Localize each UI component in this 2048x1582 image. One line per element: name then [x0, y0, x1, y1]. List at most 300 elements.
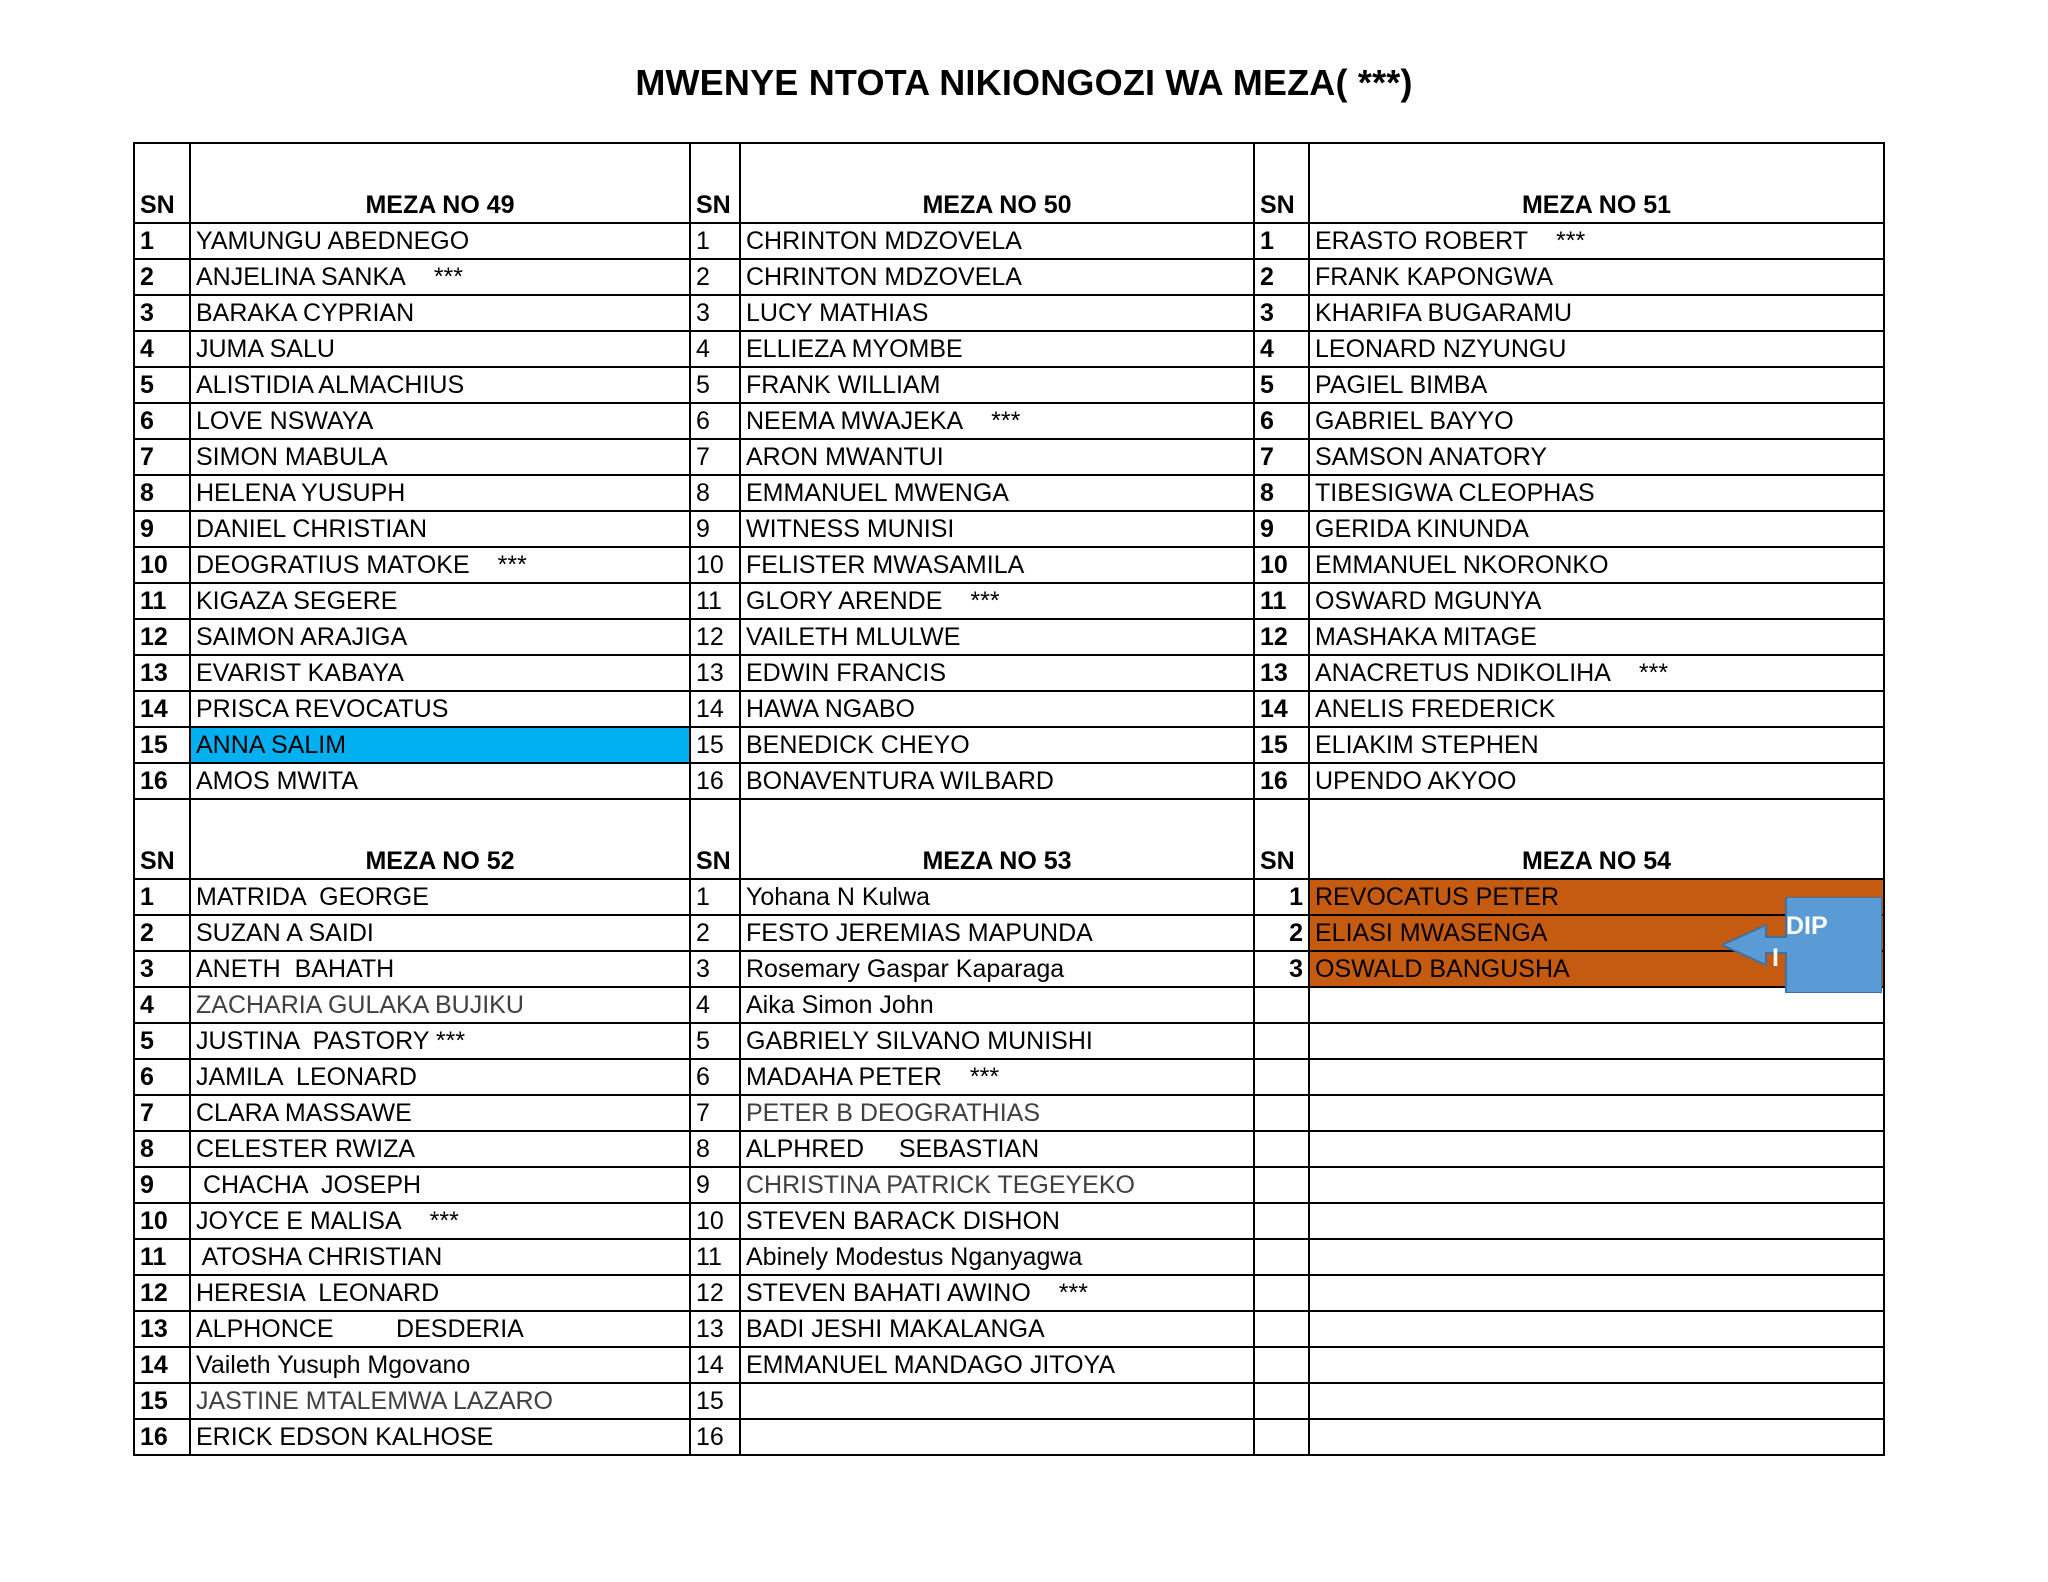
table-row	[134, 655, 1884, 691]
sn-cell	[1254, 1023, 1309, 1059]
name-cell	[740, 1383, 1254, 1419]
member-name: GABRIELY SILVANO MUNISHI	[746, 1026, 1093, 1055]
sn-cell: 13	[690, 655, 740, 691]
member-name: AMOS MWITA	[196, 766, 359, 795]
table-title: MEZA NO 51	[1309, 143, 1884, 223]
name-cell	[190, 655, 690, 691]
name-cell	[190, 1203, 690, 1239]
name-cell	[740, 1203, 1254, 1239]
member-name: ANETH BAHATH	[196, 954, 395, 983]
name-cell	[1309, 1275, 1884, 1311]
sn-cell: 12	[1254, 619, 1309, 655]
name-cell	[1309, 1347, 1884, 1383]
member-name: BADI JESHI MAKALANGA	[746, 1314, 1045, 1343]
table-row	[134, 1095, 1884, 1131]
name-cell	[190, 691, 690, 727]
sn-header: SN	[1254, 799, 1309, 879]
sn-cell: 16	[690, 1419, 740, 1455]
name-cell	[740, 511, 1254, 547]
name-cell	[740, 1167, 1254, 1203]
sn-cell: 9	[134, 1167, 190, 1203]
sn-cell: 11	[690, 583, 740, 619]
sn-cell: 11	[1254, 583, 1309, 619]
name-cell	[740, 475, 1254, 511]
sn-cell: 13	[1254, 655, 1309, 691]
sn-cell: 4	[1254, 331, 1309, 367]
table-row	[134, 295, 1884, 331]
name-cell	[190, 915, 690, 951]
sn-cell: 6	[134, 1059, 190, 1095]
member-name: ATOSHA CHRISTIAN	[196, 1242, 443, 1271]
member-name: FRANK WILLIAM	[746, 370, 941, 399]
leader-marker: ***	[1058, 1278, 1088, 1307]
sn-cell: 16	[134, 763, 190, 799]
name-cell	[190, 1419, 690, 1455]
member-name: ERASTO ROBERT	[1315, 226, 1529, 255]
sn-cell: 7	[690, 439, 740, 475]
table-row	[134, 879, 1884, 915]
name-cell	[740, 1059, 1254, 1095]
sn-cell: 12	[690, 619, 740, 655]
table-title: MEZA NO 53	[740, 799, 1254, 879]
sn-cell: 5	[1254, 367, 1309, 403]
name-cell	[740, 691, 1254, 727]
table-header-row	[134, 143, 1884, 223]
member-name: JOYCE E MALISA	[196, 1206, 402, 1235]
member-name: MASHAKA MITAGE	[1315, 622, 1537, 651]
sn-cell	[1254, 1095, 1309, 1131]
name-cell	[190, 1383, 690, 1419]
sn-cell: 12	[134, 619, 190, 655]
name-cell	[190, 547, 690, 583]
member-name: ANNA SALIM	[196, 730, 347, 759]
member-name: CHRISTINA PATRICK TEGEYEKO	[746, 1170, 1135, 1199]
leader-marker: ***	[991, 406, 1021, 435]
member-name: FELISTER MWASAMILA	[746, 550, 1025, 579]
member-name: Abinely Modestus Nganyagwa	[746, 1242, 1083, 1271]
sn-cell: 1	[1254, 879, 1309, 915]
sn-cell: 9	[690, 1167, 740, 1203]
name-cell	[190, 511, 690, 547]
table-row	[134, 915, 1884, 951]
member-name: STEVEN BAHATI AWINO	[746, 1278, 1031, 1307]
name-cell	[740, 583, 1254, 619]
member-name: BONAVENTURA WILBARD	[746, 766, 1054, 795]
member-name: EMMANUEL MANDAGO JITOYA	[746, 1350, 1116, 1379]
seating-grid	[133, 142, 1885, 1456]
name-cell	[1309, 1095, 1884, 1131]
sn-cell: 1	[690, 223, 740, 259]
member-name: CELESTER RWIZA	[196, 1134, 416, 1163]
name-cell	[740, 1311, 1254, 1347]
sn-cell: 2	[1254, 259, 1309, 295]
sn-cell	[1254, 987, 1309, 1023]
member-name: YAMUNGU ABEDNEGO	[196, 226, 470, 255]
leader-marker: ***	[969, 1062, 1000, 1091]
sn-cell: 11	[690, 1239, 740, 1275]
name-cell	[1309, 223, 1884, 259]
table-row	[134, 1059, 1884, 1095]
name-cell	[1309, 1239, 1884, 1275]
table-title: MEZA NO 49	[190, 143, 690, 223]
sn-header: SN	[134, 799, 190, 879]
member-name: Aika Simon John	[746, 990, 934, 1019]
name-cell	[190, 1131, 690, 1167]
member-name: DANIEL CHRISTIAN	[196, 514, 428, 543]
name-cell	[190, 583, 690, 619]
member-name: OSWARD MGUNYA	[1315, 586, 1542, 615]
sn-cell: 3	[134, 295, 190, 331]
sn-cell: 8	[690, 475, 740, 511]
name-cell	[740, 987, 1254, 1023]
name-cell	[740, 951, 1254, 987]
callout-line-2: I	[1772, 944, 1779, 972]
table-row	[134, 691, 1884, 727]
name-cell	[740, 1239, 1254, 1275]
sn-cell: 10	[690, 547, 740, 583]
sn-cell: 2	[1254, 915, 1309, 951]
name-cell	[190, 987, 690, 1023]
sn-cell: 15	[134, 1383, 190, 1419]
member-name: GABRIEL BAYYO	[1315, 406, 1514, 435]
member-name: ANELIS FREDERICK	[1315, 694, 1556, 723]
table-title: MEZA NO 54	[1309, 799, 1884, 879]
sn-cell: 10	[1254, 547, 1309, 583]
table-row	[134, 1167, 1884, 1203]
member-name: JASTINE MTALEMWA LAZARO	[196, 1386, 553, 1415]
sn-cell: 4	[134, 331, 190, 367]
member-name: HAWA NGABO	[746, 694, 916, 723]
member-name: ELIAKIM STEPHEN	[1315, 730, 1539, 759]
name-cell	[1309, 1167, 1884, 1203]
name-cell	[740, 367, 1254, 403]
name-cell	[1309, 583, 1884, 619]
sn-cell: 10	[134, 547, 190, 583]
member-name: SUZAN A SAIDI	[196, 918, 374, 947]
member-name: SAMSON ANATORY	[1315, 442, 1548, 471]
name-cell	[740, 1347, 1254, 1383]
name-cell	[190, 331, 690, 367]
member-name: HERESIA LEONARD	[196, 1278, 440, 1307]
sn-cell: 6	[134, 403, 190, 439]
name-cell	[1309, 403, 1884, 439]
name-cell	[1309, 1203, 1884, 1239]
name-cell	[190, 1095, 690, 1131]
sn-cell: 16	[690, 763, 740, 799]
sn-cell: 10	[690, 1203, 740, 1239]
table-row	[134, 511, 1884, 547]
member-name: LUCY MATHIAS	[746, 298, 929, 327]
sn-cell: 13	[134, 655, 190, 691]
sn-cell: 6	[1254, 403, 1309, 439]
member-name: ELIASI MWASENGA	[1315, 918, 1548, 947]
callout-line-1: DIP	[1786, 912, 1828, 940]
table-row	[134, 1203, 1884, 1239]
sn-cell: 7	[1254, 439, 1309, 475]
name-cell	[1309, 619, 1884, 655]
sn-cell: 3	[134, 951, 190, 987]
sn-cell	[1254, 1131, 1309, 1167]
sn-cell	[1254, 1383, 1309, 1419]
name-cell	[190, 1275, 690, 1311]
sn-cell: 16	[134, 1419, 190, 1455]
member-name: DEOGRATIUS MATOKE	[196, 550, 470, 579]
sn-cell: 3	[690, 951, 740, 987]
name-cell	[1309, 691, 1884, 727]
member-name: LOVE NSWAYA	[196, 406, 374, 435]
sn-cell: 5	[690, 1023, 740, 1059]
sn-cell: 4	[134, 987, 190, 1023]
member-name: JAMILA LEONARD	[196, 1062, 417, 1091]
table-row	[134, 1131, 1884, 1167]
name-cell	[190, 763, 690, 799]
sn-cell: 8	[134, 475, 190, 511]
leader-marker: ***	[497, 550, 527, 579]
sn-cell: 7	[690, 1095, 740, 1131]
sn-cell: 7	[134, 439, 190, 475]
member-name: Rosemary Gaspar Kaparaga	[746, 954, 1065, 983]
name-cell	[190, 475, 690, 511]
sn-cell: 9	[134, 511, 190, 547]
member-name: STEVEN BARACK DISHON	[746, 1206, 1060, 1235]
sn-cell: 15	[690, 727, 740, 763]
member-name: ALPHRED SEBASTIAN	[746, 1134, 1040, 1163]
table-row	[134, 1347, 1884, 1383]
name-cell	[1309, 655, 1884, 691]
name-cell	[740, 879, 1254, 915]
name-cell	[740, 259, 1254, 295]
member-name: PAGIEL BIMBA	[1315, 370, 1488, 399]
name-cell	[1309, 763, 1884, 799]
table-row	[134, 439, 1884, 475]
sn-header: SN	[134, 143, 190, 223]
table-row	[134, 583, 1884, 619]
member-name: CLARA MASSAWE	[196, 1098, 412, 1127]
table-title: MEZA NO 52	[190, 799, 690, 879]
sn-cell: 14	[690, 1347, 740, 1383]
member-name: VAILETH MLULWE	[746, 622, 961, 651]
leader-marker: ***	[429, 1206, 459, 1235]
member-name: ANJELINA SANKA	[196, 262, 406, 291]
name-cell	[190, 1167, 690, 1203]
sn-cell: 3	[690, 295, 740, 331]
member-name: GLORY ARENDE	[746, 586, 943, 615]
sn-cell: 1	[690, 879, 740, 915]
sn-cell: 8	[690, 1131, 740, 1167]
leader-marker: ***	[1556, 226, 1586, 255]
sn-cell: 13	[134, 1311, 190, 1347]
member-name: ARON MWANTUI	[746, 442, 944, 471]
name-cell	[740, 1275, 1254, 1311]
sn-cell: 5	[690, 367, 740, 403]
name-cell	[1309, 1131, 1884, 1167]
member-name: NEEMA MWAJEKA	[746, 406, 964, 435]
member-name: EDWIN FRANCIS	[746, 658, 946, 687]
member-name: KHARIFA BUGARAMU	[1315, 298, 1572, 327]
sn-cell: 3	[1254, 295, 1309, 331]
name-cell	[740, 331, 1254, 367]
sn-cell: 15	[134, 727, 190, 763]
member-name: MATRIDA GEORGE	[196, 882, 429, 911]
sn-cell: 9	[690, 511, 740, 547]
sn-cell: 4	[690, 987, 740, 1023]
member-name: BENEDICK CHEYO	[746, 730, 970, 759]
member-name: KIGAZA SEGERE	[196, 586, 398, 615]
member-name: JUSTINA PASTORY ***	[196, 1026, 466, 1055]
table-row	[134, 727, 1884, 763]
sn-cell	[1254, 1203, 1309, 1239]
member-name: OSWALD BANGUSHA	[1315, 954, 1570, 983]
sn-cell: 3	[1254, 951, 1309, 987]
table-row	[134, 475, 1884, 511]
sn-cell: 11	[134, 1239, 190, 1275]
name-cell	[740, 1131, 1254, 1167]
member-name: ZACHARIA GULAKA BUJIKU	[196, 990, 524, 1019]
member-name: GERIDA KINUNDA	[1315, 514, 1529, 543]
name-cell	[190, 619, 690, 655]
name-cell	[190, 259, 690, 295]
sn-cell: 13	[690, 1311, 740, 1347]
sn-cell: 14	[690, 691, 740, 727]
sn-cell: 8	[134, 1131, 190, 1167]
sn-cell: 5	[134, 367, 190, 403]
sn-cell: 4	[690, 331, 740, 367]
member-name: TIBESIGWA CLEOPHAS	[1315, 478, 1595, 507]
member-name: EMMANUEL NKORONKO	[1315, 550, 1609, 579]
member-name: PETER B DEOGRATHIAS	[746, 1098, 1041, 1127]
name-cell	[740, 295, 1254, 331]
table-row	[134, 403, 1884, 439]
member-name: CHRINTON MDZOVELA	[746, 226, 1022, 255]
table-row	[134, 259, 1884, 295]
name-cell	[190, 879, 690, 915]
name-cell	[1309, 295, 1884, 331]
name-cell	[190, 295, 690, 331]
sn-header: SN	[1254, 143, 1309, 223]
table-row	[134, 951, 1884, 987]
name-cell	[740, 1023, 1254, 1059]
name-cell	[1309, 1383, 1884, 1419]
sn-cell: 6	[690, 1059, 740, 1095]
member-name: JUMA SALU	[196, 334, 335, 363]
member-name: CHACHA JOSEPH	[196, 1170, 422, 1199]
member-name: SAIMON ARAJIGA	[196, 622, 408, 651]
name-cell	[740, 223, 1254, 259]
table-row	[134, 1383, 1884, 1419]
name-cell	[190, 1239, 690, 1275]
member-name: MADAHA PETER	[746, 1062, 942, 1091]
table-row	[134, 547, 1884, 583]
name-cell	[740, 915, 1254, 951]
member-name: FRANK KAPONGWA	[1315, 262, 1553, 291]
name-cell	[190, 403, 690, 439]
table-row	[134, 367, 1884, 403]
member-name: ELLIEZA MYOMBE	[746, 334, 963, 363]
name-cell	[740, 1095, 1254, 1131]
name-cell	[740, 727, 1254, 763]
page-title: MWENYE NTOTA NIKIONGOZI WA MEZA( ***)	[635, 62, 1413, 103]
member-name: BARAKA CYPRIAN	[196, 298, 415, 327]
sn-cell: 15	[690, 1383, 740, 1419]
table-row	[134, 1239, 1884, 1275]
sn-cell: 2	[690, 259, 740, 295]
member-name: ALPHONCE DESDERIA	[196, 1314, 524, 1343]
name-cell	[190, 1023, 690, 1059]
table-row	[134, 987, 1884, 1023]
name-cell	[1309, 727, 1884, 763]
name-cell	[1309, 259, 1884, 295]
sn-cell	[1254, 1167, 1309, 1203]
member-name: Yohana N Kulwa	[746, 882, 930, 911]
name-cell	[740, 655, 1254, 691]
member-name: HELENA YUSUPH	[196, 478, 406, 507]
sn-cell: 9	[1254, 511, 1309, 547]
sn-cell: 5	[134, 1023, 190, 1059]
sn-cell	[1254, 1059, 1309, 1095]
sn-cell: 12	[134, 1275, 190, 1311]
sn-cell: 1	[134, 223, 190, 259]
sn-cell: 14	[1254, 691, 1309, 727]
name-cell	[740, 763, 1254, 799]
sn-cell: 16	[1254, 763, 1309, 799]
sn-cell	[1254, 1347, 1309, 1383]
name-cell	[190, 439, 690, 475]
sn-cell: 14	[134, 691, 190, 727]
sn-cell	[1254, 1419, 1309, 1455]
table-row	[134, 763, 1884, 799]
name-cell	[1309, 1419, 1884, 1455]
name-cell	[190, 223, 690, 259]
name-cell	[740, 403, 1254, 439]
name-cell	[1309, 1059, 1884, 1095]
member-name: CHRINTON MDZOVELA	[746, 262, 1022, 291]
name-cell	[190, 951, 690, 987]
sn-cell: 1	[1254, 223, 1309, 259]
sn-cell: 8	[1254, 475, 1309, 511]
sn-cell: 7	[134, 1095, 190, 1131]
member-name: FESTO JEREMIAS MAPUNDA	[746, 918, 1093, 947]
name-cell	[740, 547, 1254, 583]
table-row	[134, 1311, 1884, 1347]
sn-cell: 14	[134, 1347, 190, 1383]
table-row	[134, 223, 1884, 259]
name-cell	[1309, 367, 1884, 403]
name-cell	[740, 439, 1254, 475]
member-name: ANACRETUS NDIKOLIHA	[1315, 658, 1611, 687]
name-cell	[1309, 331, 1884, 367]
member-name: SIMON MABULA	[196, 442, 388, 471]
sn-cell: 2	[134, 915, 190, 951]
sn-cell	[1254, 1311, 1309, 1347]
table-row	[134, 619, 1884, 655]
sn-cell: 2	[690, 915, 740, 951]
sn-cell: 15	[1254, 727, 1309, 763]
sn-cell: 2	[134, 259, 190, 295]
name-cell	[740, 1419, 1254, 1455]
member-name: PRISCA REVOCATUS	[196, 694, 449, 723]
sn-cell: 12	[690, 1275, 740, 1311]
member-name: WITNESS MUNISI	[746, 514, 955, 543]
name-cell	[1309, 547, 1884, 583]
member-name: ALISTIDIA ALMACHIUS	[196, 370, 465, 399]
name-cell	[1309, 1311, 1884, 1347]
member-name: Vaileth Yusuph Mgovano	[196, 1350, 471, 1379]
name-cell	[190, 1347, 690, 1383]
sn-header: SN	[690, 799, 740, 879]
name-cell	[190, 367, 690, 403]
sn-cell: 6	[690, 403, 740, 439]
member-name: REVOCATUS PETER	[1315, 882, 1560, 911]
